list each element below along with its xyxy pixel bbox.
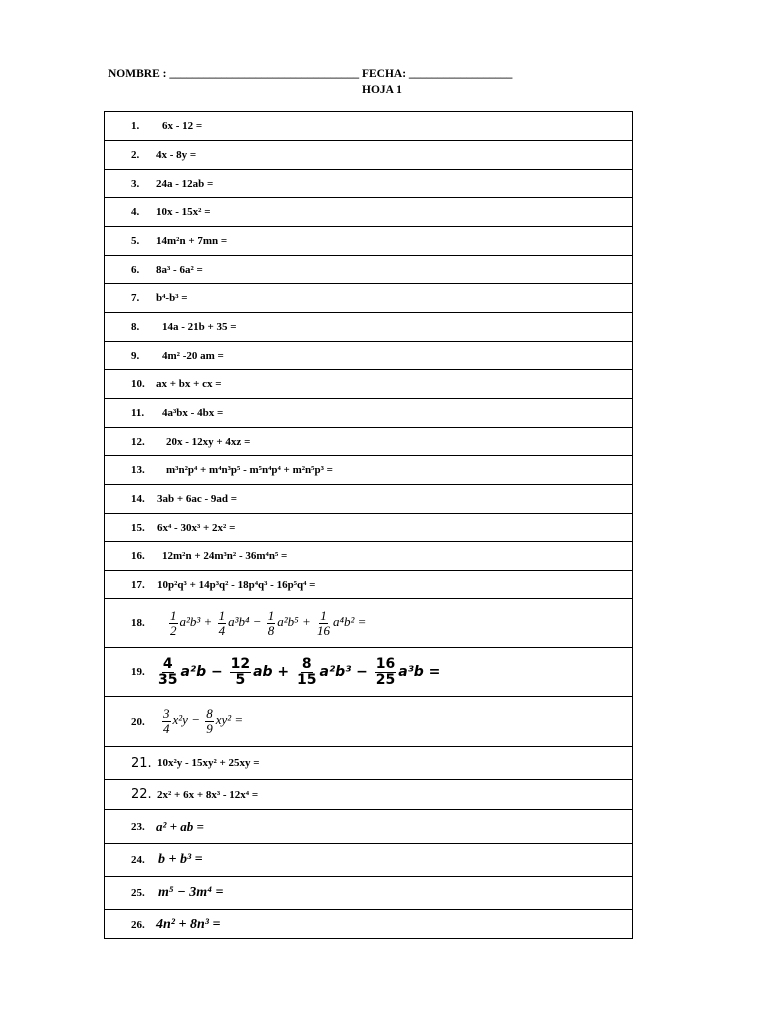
exercise-number: 25. bbox=[131, 887, 145, 899]
exercise-expression: 14a - 21b + 35 = bbox=[162, 321, 237, 333]
exercise-expression bbox=[160, 707, 243, 735]
expression-term: ab + bbox=[253, 664, 290, 680]
exercise-number: 14. bbox=[131, 493, 145, 505]
fraction-numerator: 1 bbox=[267, 607, 275, 623]
exercise-row-1 bbox=[105, 112, 632, 141]
fraction-denominator: 9 bbox=[206, 721, 213, 736]
exercise-number: 17. bbox=[131, 578, 145, 591]
exercise-expression: b⁴-b³ = bbox=[156, 292, 188, 304]
exercise-expression: 6x⁴ - 30x³ + 2x² = bbox=[157, 521, 236, 534]
fraction-denominator: 15 bbox=[297, 671, 317, 688]
fraction-denominator: 8 bbox=[267, 622, 275, 638]
exercise-row-26 bbox=[105, 910, 632, 940]
exercise-expression: b + b³ = bbox=[158, 852, 203, 867]
exercise-row-7 bbox=[105, 284, 632, 313]
exercise-row-8 bbox=[105, 313, 632, 342]
header-name-date-line: NOMBRE : _________________________________ FECHA: __________________ bbox=[108, 68, 513, 80]
exercise-number: 22. bbox=[131, 787, 152, 802]
exercise-number: 23. bbox=[131, 820, 145, 833]
expression-term: a³b⁴ − bbox=[228, 613, 262, 629]
exercise-row-18 bbox=[105, 599, 632, 648]
fraction-numerator: 3 bbox=[163, 706, 170, 722]
exercise-row-9 bbox=[105, 342, 632, 370]
exercise-expression: 10x²y - 15xy² + 25xy = bbox=[157, 757, 260, 769]
exercise-row-12 bbox=[105, 428, 632, 456]
exercise-expression: 8a³ - 6a² = bbox=[156, 263, 203, 276]
exercise-table bbox=[104, 111, 633, 939]
exercise-number: 26. bbox=[131, 919, 145, 931]
exercise-number: 5. bbox=[131, 235, 140, 247]
exercise-expression: 4x - 8y = bbox=[156, 149, 197, 161]
fraction-numerator: 1 bbox=[218, 607, 226, 623]
exercise-number: 13. bbox=[131, 464, 145, 476]
exercise-row-15 bbox=[105, 514, 632, 542]
exercise-number: 9. bbox=[131, 349, 140, 362]
exercise-number: 24. bbox=[131, 854, 145, 866]
fraction-numerator: 8 bbox=[206, 706, 213, 722]
fraction-numerator: 16 bbox=[375, 655, 396, 672]
fraction-denominator: 4 bbox=[163, 721, 170, 736]
exercise-number: 10. bbox=[131, 378, 145, 390]
fraction-denominator: 2 bbox=[170, 622, 177, 638]
exercise-row-2 bbox=[105, 141, 632, 170]
exercise-expression: 4a³bx - 4bx = bbox=[162, 407, 224, 419]
expression-term: a²b³ − bbox=[319, 664, 368, 680]
fraction-numerator: 4 bbox=[162, 655, 173, 672]
exercise-number: 12. bbox=[131, 435, 145, 448]
sheet-title: HOJA 1 bbox=[362, 84, 402, 96]
fraction-denominator: 4 bbox=[218, 622, 226, 638]
exercise-expression: 12m²n + 24m³n² - 36m⁴n⁵ = bbox=[162, 550, 288, 562]
exercise-row-22 bbox=[105, 780, 632, 810]
exercise-number: 1. bbox=[131, 120, 140, 132]
exercise-row-20 bbox=[105, 697, 632, 747]
expression-term: a³b = bbox=[398, 664, 441, 680]
exercise-expression: 3ab + 6ac - 9ad = bbox=[157, 493, 238, 505]
exercise-number: 18. bbox=[131, 617, 145, 629]
fraction-numerator: 8 bbox=[301, 655, 312, 672]
exercise-row-16 bbox=[105, 542, 632, 571]
exercise-number: 16. bbox=[131, 550, 145, 562]
exercise-expression bbox=[167, 609, 366, 637]
exercise-row-21 bbox=[105, 747, 632, 780]
exercise-number: 19. bbox=[131, 666, 145, 678]
expression-term: a²b − bbox=[180, 664, 223, 680]
exercise-row-3 bbox=[105, 170, 632, 198]
exercise-number: 7. bbox=[131, 292, 140, 304]
exercise-number: 11. bbox=[131, 407, 145, 419]
exercise-row-5 bbox=[105, 227, 632, 256]
expression-term: a⁴b² = bbox=[332, 613, 367, 629]
exercise-expression: 14m²n + 7mn = bbox=[156, 235, 228, 247]
fraction-numerator: 1 bbox=[170, 607, 177, 623]
exercise-number: 6. bbox=[131, 263, 140, 276]
exercise-row-6 bbox=[105, 256, 632, 284]
exercise-row-14 bbox=[105, 485, 632, 514]
exercise-expression: 4m² -20 am = bbox=[162, 349, 224, 362]
exercise-expression: 20x - 12xy + 4xz = bbox=[166, 435, 251, 448]
exercise-expression: 4n² + 8n³ = bbox=[156, 917, 221, 932]
exercise-row-4 bbox=[105, 198, 632, 227]
exercise-number: 8. bbox=[131, 321, 140, 333]
exercise-row-23 bbox=[105, 810, 632, 844]
exercise-row-17 bbox=[105, 571, 632, 599]
exercise-number: 2. bbox=[131, 149, 140, 161]
fraction-denominator: 25 bbox=[375, 671, 396, 688]
fraction-numerator: 1 bbox=[320, 607, 327, 623]
exercise-row-10 bbox=[105, 370, 632, 399]
expression-term: xy² = bbox=[215, 712, 244, 728]
exercise-number: 4. bbox=[131, 206, 140, 218]
exercise-expression: a² + ab = bbox=[156, 818, 204, 834]
exercise-row-24 bbox=[105, 844, 632, 877]
exercise-expression: 6x - 12 = bbox=[162, 120, 203, 132]
exercise-expression: m⁵ − 3m⁴ = bbox=[158, 885, 224, 900]
exercise-expression: 24a - 12ab = bbox=[156, 177, 214, 190]
exercise-row-25 bbox=[105, 877, 632, 910]
exercise-row-13 bbox=[105, 456, 632, 485]
exercise-row-19 bbox=[105, 648, 632, 697]
exercise-number: 20. bbox=[131, 715, 145, 728]
exercise-expression: 10p²q³ + 14p³q² - 18p⁴q³ - 16p⁵q⁴ = bbox=[157, 578, 316, 591]
exercise-number: 3. bbox=[131, 177, 140, 190]
exercise-expression: 2x² + 6x + 8x³ - 12x⁴ = bbox=[157, 788, 259, 801]
exercise-number: 15. bbox=[131, 521, 145, 534]
expression-term: a²b³ + bbox=[179, 613, 213, 629]
exercise-number: 21. bbox=[131, 755, 152, 771]
fraction-denominator: 5 bbox=[235, 671, 246, 688]
fraction-denominator: 16 bbox=[316, 622, 330, 638]
fraction-denominator: 35 bbox=[158, 671, 178, 688]
expression-term: a²b⁵ + bbox=[277, 613, 311, 629]
exercise-row-11 bbox=[105, 399, 632, 428]
expression-term: x²y − bbox=[172, 712, 200, 728]
fraction-numerator: 12 bbox=[230, 655, 251, 672]
exercise-expression: m³n²p⁴ + m⁴n³p⁵ - m⁵n⁴p⁴ + m²n⁵p³ = bbox=[166, 464, 333, 476]
exercise-expression bbox=[155, 657, 440, 687]
exercise-expression: 10x - 15x² = bbox=[156, 206, 211, 218]
exercise-expression: ax + bx + cx = bbox=[156, 378, 222, 390]
